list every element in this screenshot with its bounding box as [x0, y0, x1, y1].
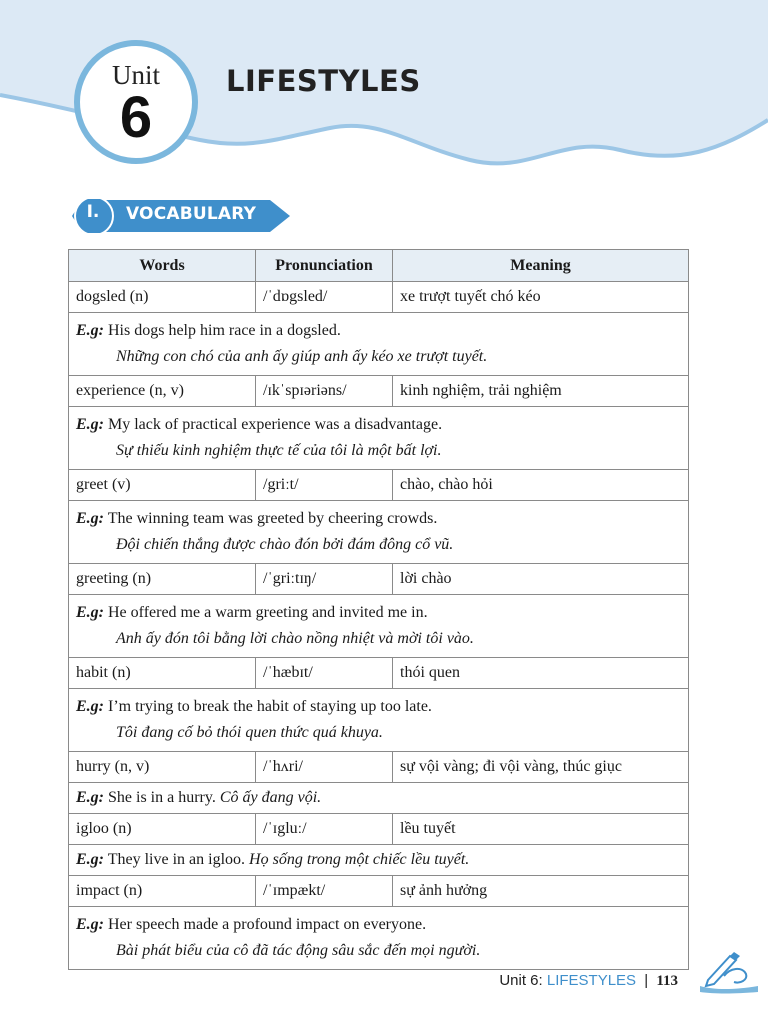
example-row	[69, 501, 689, 564]
example-vietnamese: Cô ấy đang vội.	[219, 789, 322, 806]
example-label: E.g:	[76, 510, 104, 527]
example-label: E.g:	[76, 698, 104, 715]
example-cell	[69, 783, 689, 814]
example-vietnamese: Đội chiến thắng được chào đón bởi đám đông cổ vũ.	[116, 536, 454, 553]
table-row	[69, 658, 689, 689]
pronunciation-cell: /ɪkˈspɪəriəns/	[256, 376, 393, 407]
meaning-cell: sự ảnh hưởng	[393, 876, 689, 907]
word-cell: greeting (n)	[69, 564, 256, 595]
column-header-meaning: Meaning	[393, 250, 689, 282]
example-label: E.g:	[76, 322, 104, 339]
example-english: His dogs help him race in a dogsled.	[108, 322, 341, 339]
column-header-words: Words	[69, 250, 256, 282]
example-cell	[69, 845, 689, 876]
meaning-cell: lời chào	[393, 564, 689, 595]
section-number: I.	[86, 202, 100, 222]
table-row	[69, 876, 689, 907]
example-english: My lack of practical experience was a disadvantage.	[108, 416, 443, 433]
example-english: The winning team was greeted by cheering crowds.	[107, 510, 438, 527]
pronunciation-cell: /ˈhʌri/	[256, 752, 393, 783]
pronunciation-cell: /griːt/	[256, 470, 393, 501]
example-row	[69, 907, 689, 970]
example-cell	[69, 501, 689, 564]
table-row	[69, 376, 689, 407]
example-vietnamese: Những con chó của anh ấy giúp anh ấy kéo xe trượt tuyết.	[116, 348, 488, 365]
pronunciation-cell: /ˈgriːtɪŋ/	[256, 564, 393, 595]
footer-separator: |	[644, 972, 649, 989]
example-row	[69, 783, 689, 814]
example-vietnamese: Tôi đang cố bỏ thói quen thức quá khuya.	[116, 724, 383, 741]
example-row	[69, 407, 689, 470]
word-cell: experience (n, v)	[69, 376, 256, 407]
table-row	[69, 814, 689, 845]
pronunciation-cell: /ˈɪgluː/	[256, 814, 393, 845]
pronunciation-cell: /ˈdɒgsled/	[256, 282, 393, 313]
meaning-cell: chào, chào hỏi	[393, 470, 689, 501]
example-vietnamese: Anh ấy đón tôi bằng lời chào nồng nhiệt và mời tôi vào.	[116, 630, 474, 647]
word-cell: greet (v)	[69, 470, 256, 501]
example-cell	[69, 313, 689, 376]
example-cell	[69, 689, 689, 752]
example-row	[69, 689, 689, 752]
word-cell: igloo (n)	[69, 814, 256, 845]
table-row	[69, 282, 689, 313]
unit-number: 6	[119, 85, 153, 150]
example-label: E.g:	[76, 416, 104, 433]
meaning-cell: thói quen	[393, 658, 689, 689]
example-vietnamese: Bài phát biểu của cô đã tác động sâu sắc đến mọi người.	[116, 942, 481, 959]
example-english: He offered me a warm greeting and invited me in.	[108, 604, 428, 621]
example-vietnamese: Sự thiếu kinh nghiệm thực tế của tôi là một bất lợi.	[116, 442, 442, 459]
page-footer	[499, 972, 678, 990]
example-cell	[69, 407, 689, 470]
section-title: VOCABULARY	[126, 204, 257, 224]
example-label: E.g:	[76, 916, 104, 933]
unit-badge	[74, 40, 198, 164]
footer-unit-name: LIFESTYLES	[546, 972, 637, 989]
table-row	[69, 752, 689, 783]
footer-unit-label: Unit 6:	[499, 972, 543, 989]
example-label: E.g:	[76, 789, 104, 806]
column-header-pronunciation: Pronunciation	[256, 250, 393, 282]
example-cell	[69, 907, 689, 970]
example-english: Her speech made a profound impact on everyone.	[108, 916, 427, 933]
example-vietnamese: Họ sống trong một chiếc lều tuyết.	[249, 851, 470, 868]
example-row	[69, 313, 689, 376]
meaning-cell: sự vội vàng; đi vội vàng, thúc giục	[393, 752, 689, 783]
example-english: They live in an igloo.	[107, 851, 246, 868]
unit-label: Unit	[111, 60, 160, 90]
example-label: E.g:	[76, 851, 104, 868]
pronunciation-cell: /ˈɪmpækt/	[256, 876, 393, 907]
word-cell: dogsled (n)	[69, 282, 256, 313]
page-title: LIFESTYLES	[226, 64, 421, 98]
vocabulary-table	[68, 249, 689, 970]
example-row	[69, 595, 689, 658]
example-cell	[69, 595, 689, 658]
pronunciation-cell: /ˈhæbɪt/	[256, 658, 393, 689]
meaning-cell: kinh nghiệm, trải nghiệm	[393, 376, 689, 407]
example-english: She is in a hurry.	[108, 789, 216, 806]
example-english: I’m trying to break the habit of staying up too late.	[108, 698, 432, 715]
meaning-cell: xe trượt tuyết chó kéo	[393, 282, 689, 313]
word-cell: habit (n)	[69, 658, 256, 689]
example-label: E.g:	[76, 604, 104, 621]
pen-writing-icon	[694, 950, 764, 994]
word-cell: impact (n)	[69, 876, 256, 907]
page-number: 113	[656, 973, 678, 989]
example-row	[69, 845, 689, 876]
word-cell: hurry (n, v)	[69, 752, 256, 783]
meaning-cell: lều tuyết	[393, 814, 689, 845]
table-row	[69, 564, 689, 595]
table-row	[69, 470, 689, 501]
